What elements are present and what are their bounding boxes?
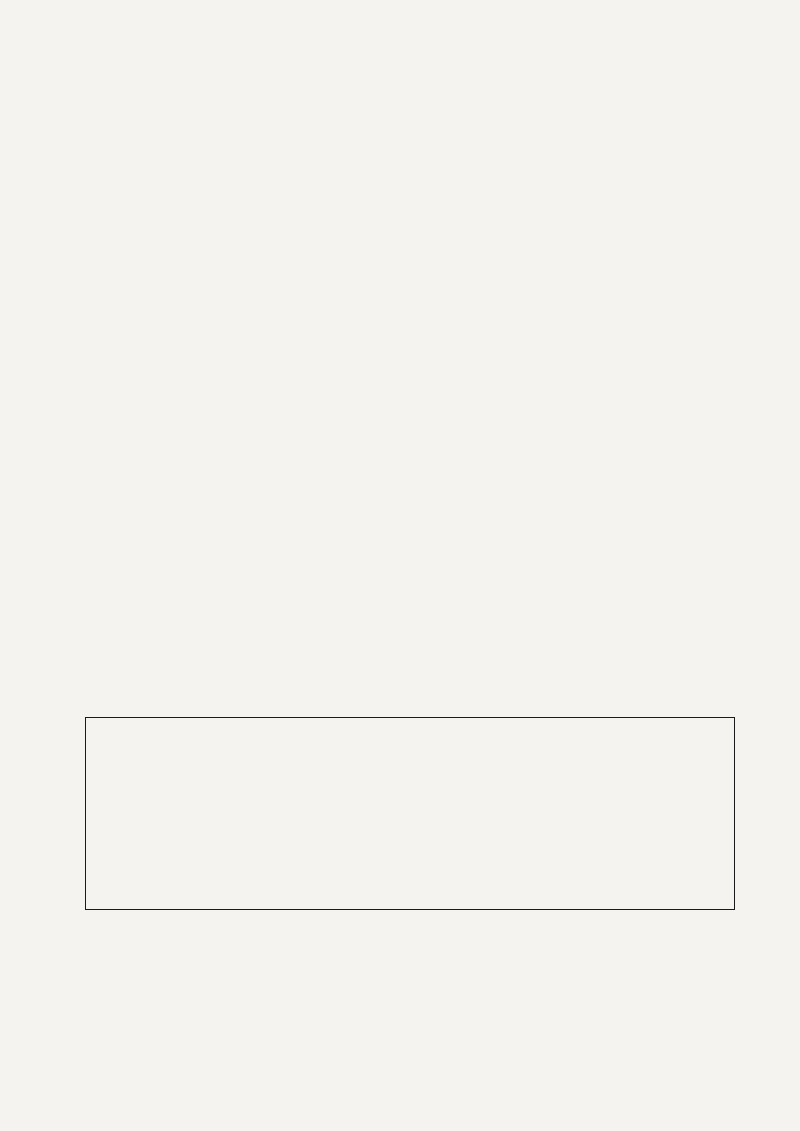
q14-choices (85, 184, 725, 208)
q15-choices (85, 408, 725, 432)
material-box (85, 717, 735, 910)
q16-choices (85, 591, 725, 615)
